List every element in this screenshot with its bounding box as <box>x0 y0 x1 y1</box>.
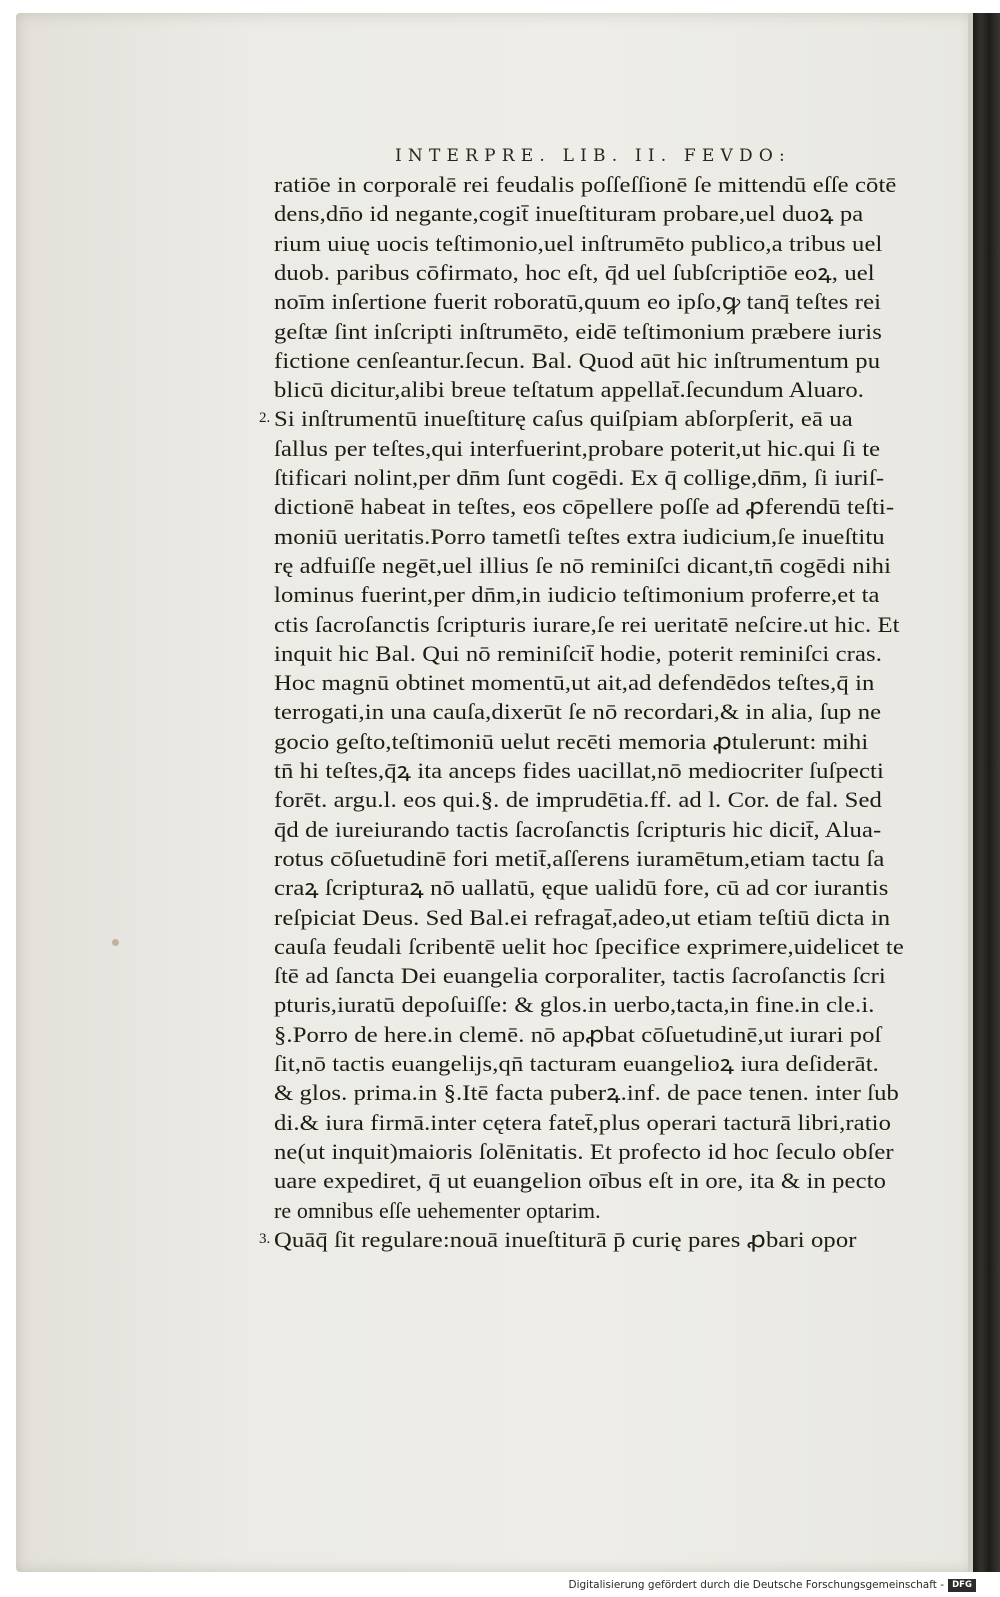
text-line: duob. paribus cōfirmato, hoc eſt, q̄d uel ſubſcriptiōe eoꝝ, uel <box>274 260 875 285</box>
text-line: terrogati,in una cauſa,dixerūt ſe nō recordari,& in alia, ſup ne <box>274 699 882 724</box>
text-line: rium uiuę uocis teſtimonio,uel inſtrumēto publico,a tribus uel <box>274 231 883 256</box>
marginal-number: 3. <box>259 1231 271 1247</box>
text-line: inquit hic Bal. Qui nō reminiſcit̄ hodie, poterit reminiſci cras. <box>274 641 882 666</box>
text-line: ratiōe in corporalē rei feudalis poſſeſſionē ſe mittendū eſſe cōtē <box>274 172 897 197</box>
text-line: rę adfuiſſe negēt,uel illius ſe nō reminiſci dicant,tn̄ cogēdi nihi <box>274 553 892 578</box>
marginal-number: 2. <box>259 410 271 426</box>
text-line: Hoc magnū obtinet momentū,ut ait,ad defendēdos teſtes,q̄ in <box>274 670 875 695</box>
text-line: & glos. prima.in §.Itē facta puberꝝ.inf. de pace tenen. inter ſub <box>274 1080 899 1105</box>
running-head: INTERPRE. LIB. II. FEVDO: <box>395 146 791 166</box>
text-line: q̄d de iureiurando tactis ſacroſanctis ſcripturis hic dicit̄, Alua- <box>274 817 882 842</box>
text-line: ne(ut inquit)maioris ſolēnitatis. Et profecto id hoc ſeculo obſer <box>274 1139 894 1164</box>
text-line: Si inſtrumentū inueſtiturę caſus quiſpiam abſorpſerit, eā ua <box>274 406 853 431</box>
text-line: ſtificari nolint,per dn̄m ſunt cogēdi. Ex q̄ collige,dn̄m, ſi iuriſ- <box>274 465 885 490</box>
text-line: ſtē ad ſancta Dei euangelia corporaliter, tactis ſacroſanctis ſcri <box>274 963 886 988</box>
text-line: ctis ſacroſanctis ſcripturis iurare,ſe rei ueritatē neſcire.ut hic. Et <box>274 612 900 637</box>
text-line: gocio geſto,teſtimoniū uelut recēti memoria ꝓtulerunt: mihi <box>274 729 869 754</box>
text-line: blicū dicitur,alibi breue teſtatum appellat̄.ſecundum Aluaro. <box>274 377 865 402</box>
text-line: cauſa feudali ſcribentē uelit hoc ſpecifice exprimere,uidelicet te <box>274 934 904 959</box>
text-line: forēt. argu.l. eos qui.§. de imprudētia.ff. ad l. Cor. de fal. Sed <box>274 787 882 812</box>
text-line: rotus cōſuetudinē fori metit̄,aſſerens iuramētum,etiam tactu ſa <box>274 846 885 871</box>
text-line: geſtæ ſint inſcripti inſtrumēto, eidē teſtimonium præbere iuris <box>274 319 882 344</box>
paper-stain <box>112 939 119 946</box>
text-line: re omnibus eſſe uehementer optarim. <box>274 1198 601 1223</box>
digitization-credit: Digitalisierung gefördert durch die Deutsche Forschungsgemeinschaft - <box>568 1579 944 1591</box>
dfg-logo: DFG <box>948 1579 976 1592</box>
text-line: ſallus per teſtes,qui interfuerint,probare poterit,ut hic.qui ſi te <box>274 436 881 461</box>
text-line: ſit,nō tactis euangelijs,qn̄ tacturam euangelioꝝ iura deſiderāt. <box>274 1051 879 1076</box>
text-line: di.& iura firmā.inter cętera fatet̄,plus operari tacturā libri,ratio <box>274 1110 892 1135</box>
text-line: §.Porro de here.in clemē. nō apꝓbat cōſuetudinē,ut iurari poſ <box>274 1022 882 1047</box>
text-line: lominus fuerint,per dn̄m,in iudicio teſtimonium proferre,et ta <box>274 582 880 607</box>
text-line: craꝝ ſcripturaꝝ nō uallatū, ęque ualidū fore, cū ad cor iurantis <box>274 875 889 900</box>
text-line: noīm inſertione fuerit roboratū,quum eo ipſo,ꝙ tanq̄ teſtes rei <box>274 289 882 314</box>
text-line: dens,dn̄o id negante,cogit̄ inueſtituram probare,uel duoꝝ pa <box>274 201 864 226</box>
scanner-background-edge <box>973 13 1000 1572</box>
text-line: uare expediret, q̄ ut euangelion oībus eſt in ore, ita & in pecto <box>274 1168 887 1193</box>
text-line: Quāq̄ ſit regulare:nouā inueſtiturā p̄ curię pares ꝓbari opor <box>274 1227 857 1252</box>
text-line: fictione cenſeantur.ſecun. Bal. Quod aūt hic inſtrumentum pu <box>274 348 881 373</box>
text-line: tn̄ hi teſtes,q̄ꝝ ita anceps fides uacillat,nō mediocriter ſuſpecti <box>274 758 884 783</box>
text-line: pturis,iuratū depoſuiſſe: & glos.in uerbo,tacta,in fine.in cle.i. <box>274 992 875 1017</box>
text-line: dictionē habeat in teſtes, eos cōpellere poſſe ad ꝓferendū teſti- <box>274 494 895 519</box>
text-line: reſpiciat Deus. Sed Bal.ei refragat̄,adeo,ut etiam teſtiū dicta in <box>274 905 891 930</box>
text-line: moniū ueritatis.Porro tametſi teſtes extra iudicium,ſe inueſtitu <box>274 524 885 549</box>
